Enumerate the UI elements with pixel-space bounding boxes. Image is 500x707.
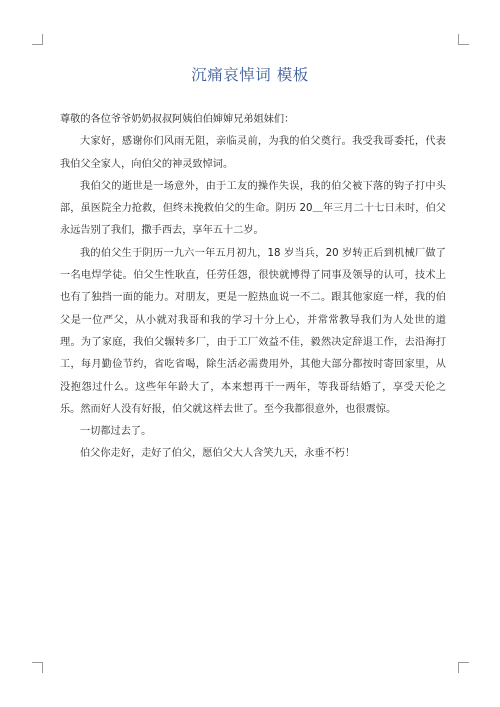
document-title: 沉痛哀悼词 模板 <box>191 66 309 84</box>
document-body <box>60 109 446 466</box>
crop-mark-bottom-right <box>458 662 469 673</box>
crop-mark-top-right <box>458 34 469 45</box>
life-story-paragraph: 我的伯父生于阴历一九六一年五月初九，18 岁当兵，20 岁转正后到机械厂做了一名电焊学徒。伯父生性耿直，任劳任怨，很快就博得了同事及领导的认可，技术上也有了独挡一面的能力。对朋友，更是一腔热血说一不二。跟其他家庭一样，我的伯父是一位严父，从小就对我哥和我的学习十分上心，并常常教导我们为人处世的道理。为了家庭，我伯父辗转多厂，由于工厂效益不佳，毅然决定辞退工作，去沿海打工，每月勤俭节约，省吃省喝，除生活必需费用外，其他大部分都按时寄回家里，从没抱怨过什么。这些年年龄大了，本来想再干一两年，等我哥结婚了，享受天伦之乐。然而好人没有好报，伯父就这样去世了。至今我都很意外，也很震惊。 <box>60 247 446 415</box>
salutation-paragraph: 尊敬的各位爷爷奶奶叔叔阿姨伯伯婶婶兄弟姐妹们： <box>60 114 295 125</box>
crop-mark-bottom-left <box>32 662 43 673</box>
crop-mark-top-left <box>32 34 43 45</box>
passing-paragraph: 我伯父的逝世是一场意外，由于工友的操作失误，我的伯父被下落的钩子打中头部，虽医院全力抢救，但终未挽救伯父的生命。阴历 20＿年三月二十七日未时，伯父永远告别了我们，撒手西去，享年五十二岁。 <box>60 180 446 237</box>
greeting-paragraph: 大家好，感谢你们风雨无阻，亲临灵前，为我的伯父奠行。我受我哥委托，代表我伯父全家人，向伯父的神灵致悼词。 <box>60 136 446 170</box>
closing-line-paragraph: 一切都过去了。 <box>80 426 152 438</box>
farewell-paragraph: 伯父你走好，走好了伯父，愿伯父大人含笑九天，永垂不朽！ <box>80 448 356 460</box>
